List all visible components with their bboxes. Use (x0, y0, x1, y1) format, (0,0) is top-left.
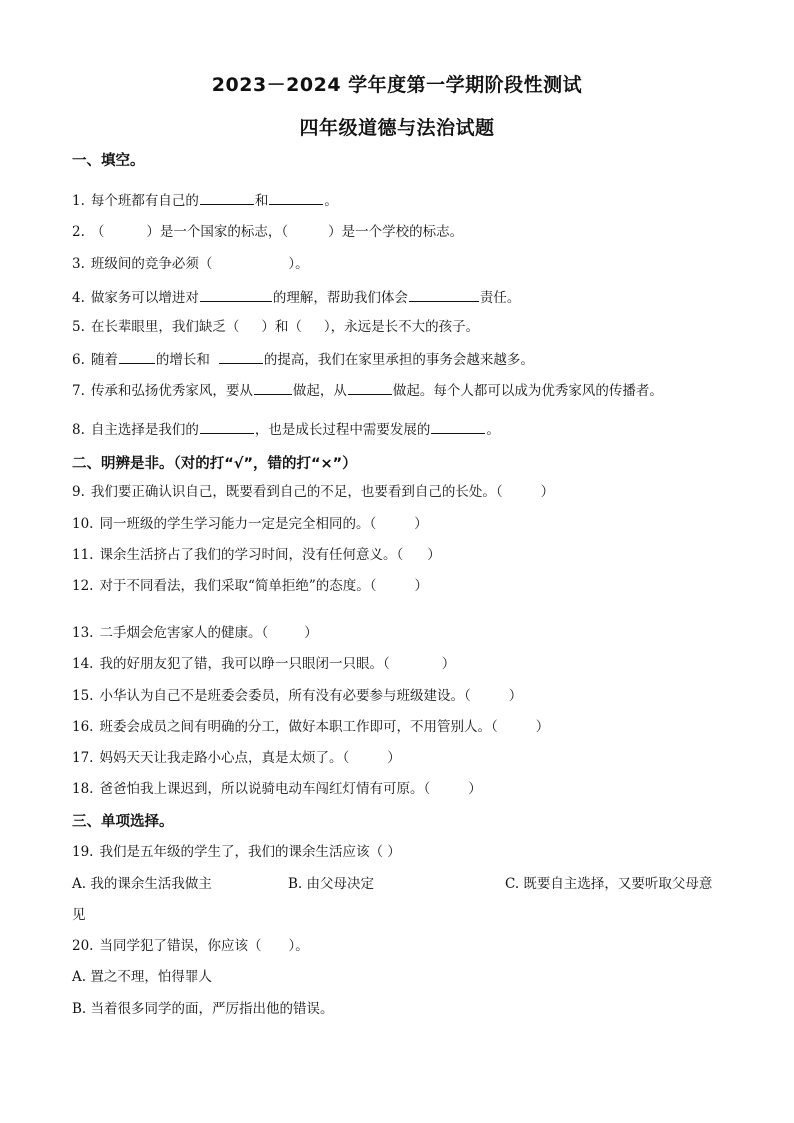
question-1: 1. 每个班都有自己的 和 。 (72, 190, 338, 210)
q20-option-a[interactable]: A. 置之不理，怕得罪人 (72, 969, 212, 985)
question-19: 19. 我们是五年级的学生了，我们的课余生活应该（ ） (72, 844, 401, 860)
q19-option-b[interactable]: B. 由父母决定 (288, 876, 375, 892)
question-3: 3. 班级间的竞争必须（ ）。 (72, 256, 309, 272)
question-16: 16. 班委会成员之间有明确的分工，做好本职工作即可，不用管别人。（ ） (72, 719, 550, 735)
q19-option-c[interactable]: C. 既要自主选择，又要听取父母意 (505, 876, 713, 892)
answer-blank[interactable] (409, 287, 479, 302)
question-18: 18. 爸爸怕我上课迟到，所以说骑电动车闯红灯情有可原。（ ） (72, 781, 482, 797)
question-2: 2. （ ）是一个国家的标志，（ ）是一个学校的标志。 (72, 224, 464, 240)
question-15: 15. 小华认为自己不是班委会委员，所有没有必要参与班级建设。（ ） (72, 688, 523, 704)
section-heading-fill-in: 一、填空。 (72, 153, 145, 169)
question-17: 17. 妈妈天天让我走路小心点，真是太烦了。（ ） (72, 750, 401, 766)
answer-blank[interactable] (254, 380, 292, 395)
question-9: 9. 我们要正确认识自己，既要看到自己的不足，也要看到自己的长处。（ ） (72, 484, 555, 500)
question-7: 7. 传承和弘扬优秀家风，要从 做起，从 做起。每个人都可以成为优秀家风的传播者。 (72, 380, 663, 400)
question-14: 14. 我的好朋友犯了错，我可以睁一只眼闭一只眼。（ ） (72, 656, 456, 672)
question-5: 5. 在长辈眼里，我们缺乏（ ）和（ ），永远是长不大的孩子。 (72, 319, 480, 335)
q19-option-a[interactable]: A. 我的课余生活我做主 (72, 876, 212, 892)
question-6: 6. 随着 的增长和 的提高，我们在家里承担的事务会越来越多。 (72, 349, 534, 369)
answer-blank[interactable] (219, 349, 263, 364)
answer-blank[interactable] (119, 349, 155, 364)
answer-blank[interactable] (348, 380, 392, 395)
answer-blank[interactable] (200, 419, 254, 434)
question-11: 11. 课余生活挤占了我们的学习时间，没有任何意义。（ ） (72, 547, 441, 563)
question-10: 10. 同一班级的学生学习能力一定是完全相同的。（ ） (72, 516, 428, 532)
q19-option-c-continued: 见 (72, 907, 86, 923)
answer-blank[interactable] (200, 190, 254, 205)
q20-option-b[interactable]: B. 当着很多同学的面，严厉指出他的错误。 (72, 1001, 334, 1017)
exam-title: 2023－2024 学年度第一学期阶段性测试 (211, 74, 583, 96)
section-heading-true-false: 二、明辨是非。（对的打“√”，错的打“×”） (72, 456, 357, 472)
question-13: 13. 二手烟会危害家人的健康。（ ） (72, 625, 318, 641)
question-8: 8. 自主选择是我们的 ，也是成长过程中需要发展的 。 (72, 419, 500, 439)
question-12: 12. 对于不同看法，我们采取“简单拒绝”的态度。（ ） (72, 578, 429, 594)
answer-blank[interactable] (200, 287, 272, 302)
answer-blank[interactable] (431, 419, 485, 434)
question-20: 20. 当同学犯了错误，你应该（ ）。 (72, 938, 309, 954)
exam-subtitle: 四年级道德与法治试题 (299, 117, 495, 139)
question-4: 4. 做家务可以增进对 的理解，帮助我们体会 责任。 (72, 287, 520, 307)
section-heading-multiple-choice: 三、单项选择。 (72, 814, 174, 830)
answer-blank[interactable] (269, 190, 323, 205)
